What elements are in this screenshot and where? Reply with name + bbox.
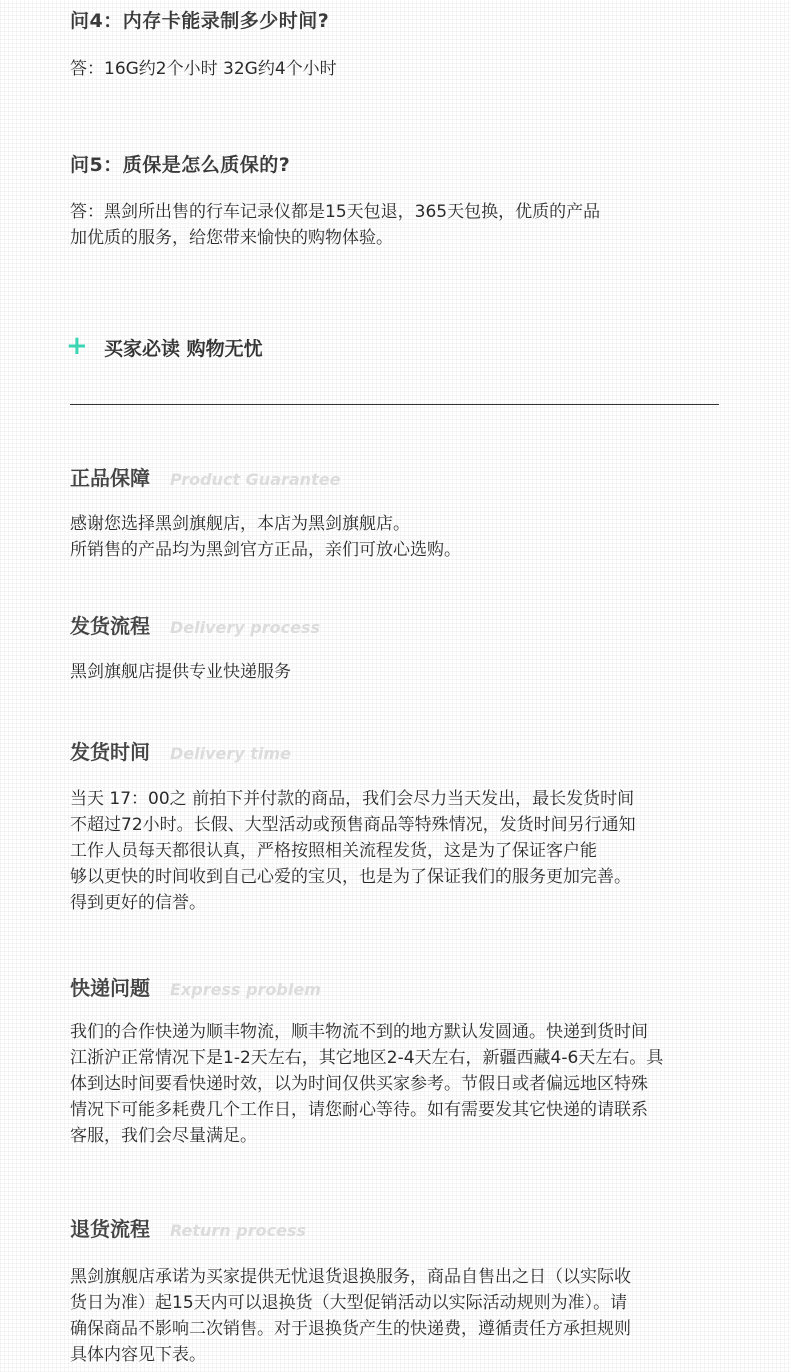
body-line: 具体内容见下表。 [70, 1345, 206, 1365]
body-line: 货日为准）起15天内可以退换货（大型促销活动以实际活动规则为准）。请 [70, 1293, 628, 1313]
faq-answer-5 [70, 199, 600, 251]
divider [70, 404, 719, 405]
buyer-notice-title: 买家必读 购物无忧 [104, 338, 263, 360]
section-title: 正品保障 [70, 466, 150, 490]
section-heading-return-process [70, 1213, 306, 1242]
body-line: 体到达时间要看快递时效，以为时间仅供买家参考。节假日或者偏远地区特殊 [70, 1074, 648, 1094]
faq-question-5: 问5：质保是怎么质保的? [70, 154, 291, 176]
answer-line: 加优质的服务，给您带来愉快的购物体验。 [70, 228, 393, 248]
section-subtitle: Delivery process [170, 618, 320, 637]
body-line: 得到更好的信誉。 [70, 893, 206, 913]
body-line: 工作人员每天都很认真，严格按照相关流程发货，这是为了保证客户能 [70, 841, 597, 861]
section-title: 退货流程 [70, 1217, 150, 1241]
section-title: 快递问题 [70, 976, 150, 1000]
body-line: 黑剑旗舰店提供专业快递服务 [70, 662, 291, 682]
section-heading-express-problem [70, 972, 321, 1001]
section-heading-delivery-time [70, 736, 291, 765]
faq-answer-4 [70, 56, 337, 82]
section-heading-product-guarantee [70, 462, 340, 491]
section-subtitle: Delivery time [170, 744, 291, 763]
faq-question-4: 问4：内存卡能录制多少时间? [70, 10, 330, 32]
section-body-express-problem [70, 1019, 663, 1149]
plus-icon: + [66, 331, 88, 361]
section-title: 发货流程 [70, 614, 150, 638]
answer-line: 答：16G约2个小时 32G约4个小时 [70, 59, 337, 79]
body-line: 确保商品不影响二次销售。对于退换货产生的快递费，遵循责任方承担规则 [70, 1319, 631, 1339]
section-heading-delivery-process [70, 610, 320, 639]
body-line: 黑剑旗舰店承诺为买家提供无忧退货退换服务，商品自售出之日（以实际收 [70, 1267, 631, 1287]
section-body-return-process [70, 1264, 631, 1368]
section-body-product-guarantee [70, 511, 461, 563]
body-line: 不超过72小时。长假、大型活动或预售商品等特殊情况，发货时间另行通知 [70, 815, 636, 835]
body-line: 江浙沪正常情况下是1-2天左右，其它地区2-4天左右，新疆西藏4-6天左右。具 [70, 1048, 664, 1068]
section-body-delivery-process [70, 659, 291, 685]
section-subtitle: Express problem [170, 980, 321, 999]
section-title: 发货时间 [70, 740, 150, 764]
body-line: 感谢您选择黑剑旗舰店，本店为黑剑旗舰店。 [70, 514, 410, 534]
body-line: 当天 17：00之 前拍下并付款的商品，我们会尽力当天发出，最长发货时间 [70, 789, 635, 809]
section-subtitle: Product Guarantee [170, 470, 341, 489]
body-line: 够以更快的时间收到自己心爱的宝贝，也是为了保证我们的服务更加完善。 [70, 867, 631, 887]
body-line: 情况下可能多耗费几个工作日，请您耐心等待。如有需要发其它快递的请联系 [70, 1100, 648, 1120]
body-line: 客服，我们会尽量满足。 [70, 1126, 257, 1146]
answer-line: 答：黑剑所出售的行车记录仪都是15天包退，365天包换，优质的产品 [70, 202, 601, 222]
section-body-delivery-time [70, 786, 636, 916]
body-line: 我们的合作快递为顺丰物流，顺丰物流不到的地方默认发圆通。快递到货时间 [70, 1022, 648, 1042]
body-line: 所销售的产品均为黑剑官方正品，亲们可放心选购。 [70, 540, 461, 560]
section-subtitle: Return process [170, 1221, 306, 1240]
